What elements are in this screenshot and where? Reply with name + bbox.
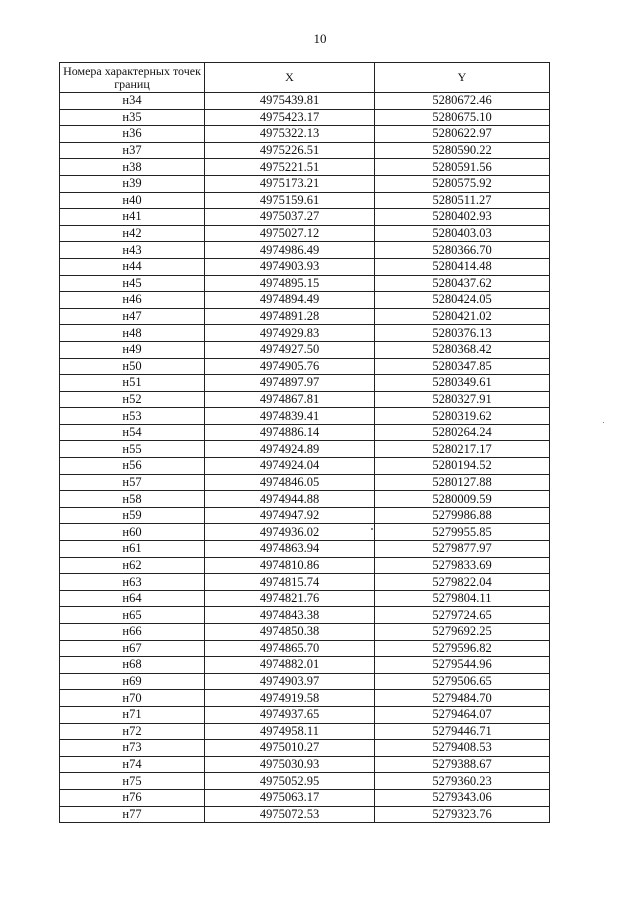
y-coordinate-cell: 5280376.13 <box>375 325 550 342</box>
y-coordinate-cell: 5280217.17 <box>375 441 550 458</box>
point-number-cell: н47 <box>60 308 205 325</box>
x-coordinate-cell: 4974897.97 <box>205 375 375 392</box>
boundary-points-table <box>59 62 550 823</box>
point-number-cell: н35 <box>60 109 205 126</box>
x-coordinate-cell: 4975030.93 <box>205 756 375 773</box>
point-number-cell: н68 <box>60 657 205 674</box>
x-coordinate-cell: 4974895.15 <box>205 275 375 292</box>
table-row <box>60 607 550 624</box>
x-coordinate-cell: 4974867.81 <box>205 391 375 408</box>
point-number-cell: н61 <box>60 541 205 558</box>
x-coordinate-cell: 4974815.74 <box>205 574 375 591</box>
table-row <box>60 375 550 392</box>
point-number-cell: н76 <box>60 789 205 806</box>
point-number-cell: н75 <box>60 773 205 790</box>
point-number-cell: н34 <box>60 93 205 110</box>
x-coordinate-cell: 4975159.61 <box>205 192 375 209</box>
x-coordinate-cell: 4974944.88 <box>205 491 375 508</box>
x-coordinate-cell: 4975027.12 <box>205 225 375 242</box>
table-row <box>60 93 550 110</box>
y-coordinate-cell: 5279408.53 <box>375 740 550 757</box>
point-number-cell: н70 <box>60 690 205 707</box>
y-coordinate-cell: 5280403.03 <box>375 225 550 242</box>
point-number-cell: н38 <box>60 159 205 176</box>
x-coordinate-cell: 4974924.04 <box>205 458 375 475</box>
point-number-cell: н65 <box>60 607 205 624</box>
y-coordinate-cell: 5279986.88 <box>375 507 550 524</box>
x-coordinate-cell: 4974947.92 <box>205 507 375 524</box>
y-coordinate-cell: 5280009.59 <box>375 491 550 508</box>
x-coordinate-cell: 4974886.14 <box>205 424 375 441</box>
table-row <box>60 109 550 126</box>
y-coordinate-cell: 5280590.22 <box>375 142 550 159</box>
y-coordinate-cell: 5279343.06 <box>375 789 550 806</box>
point-number-cell: н42 <box>60 225 205 242</box>
x-coordinate-cell: 4974936.02 <box>205 524 375 541</box>
table-row <box>60 391 550 408</box>
x-coordinate-cell: 4974846.05 <box>205 474 375 491</box>
y-coordinate-cell: 5280368.42 <box>375 341 550 358</box>
y-coordinate-cell: 5280194.52 <box>375 458 550 475</box>
table-row <box>60 723 550 740</box>
point-number-cell: н55 <box>60 441 205 458</box>
y-coordinate-cell: 5280402.93 <box>375 209 550 226</box>
y-coordinate-cell: 5280575.92 <box>375 175 550 192</box>
point-number-cell: н74 <box>60 756 205 773</box>
x-coordinate-cell: 4974839.41 <box>205 408 375 425</box>
point-number-cell: н57 <box>60 474 205 491</box>
table-row <box>60 142 550 159</box>
table-row <box>60 358 550 375</box>
table-row <box>60 773 550 790</box>
x-coordinate-cell: 4975052.95 <box>205 773 375 790</box>
table-row <box>60 126 550 143</box>
x-coordinate-cell: 4974882.01 <box>205 657 375 674</box>
point-number-cell: н45 <box>60 275 205 292</box>
header-x: X <box>205 63 375 93</box>
y-coordinate-cell: 5279692.25 <box>375 624 550 641</box>
point-number-cell: н49 <box>60 341 205 358</box>
table-row <box>60 424 550 441</box>
table-row <box>60 574 550 591</box>
point-number-cell: н63 <box>60 574 205 591</box>
x-coordinate-cell: 4975010.27 <box>205 740 375 757</box>
point-number-cell: н59 <box>60 507 205 524</box>
table-row <box>60 292 550 309</box>
table-row <box>60 308 550 325</box>
table-row <box>60 756 550 773</box>
x-coordinate-cell: 4974865.70 <box>205 640 375 657</box>
table-row <box>60 258 550 275</box>
y-coordinate-cell: 5279484.70 <box>375 690 550 707</box>
point-number-cell: н43 <box>60 242 205 259</box>
y-coordinate-cell: 5279724.65 <box>375 607 550 624</box>
table-row <box>60 507 550 524</box>
point-number-cell: н66 <box>60 624 205 641</box>
x-coordinate-cell: 4975423.17 <box>205 109 375 126</box>
point-number-cell: н60 <box>60 524 205 541</box>
y-coordinate-cell: 5279596.82 <box>375 640 550 657</box>
scan-speck <box>603 422 604 423</box>
x-coordinate-cell: 4974810.86 <box>205 557 375 574</box>
table-row <box>60 242 550 259</box>
point-number-cell: н58 <box>60 491 205 508</box>
x-coordinate-cell: 4974843.38 <box>205 607 375 624</box>
table-row <box>60 541 550 558</box>
table-row <box>60 209 550 226</box>
x-coordinate-cell: 4975063.17 <box>205 789 375 806</box>
table-row <box>60 806 550 823</box>
y-coordinate-cell: 5279544.96 <box>375 657 550 674</box>
table-row <box>60 225 550 242</box>
table-row <box>60 408 550 425</box>
header-y: Y <box>375 63 550 93</box>
point-number-cell: н53 <box>60 408 205 425</box>
table-row <box>60 325 550 342</box>
y-coordinate-cell: 5280264.24 <box>375 424 550 441</box>
y-coordinate-cell: 5280349.61 <box>375 375 550 392</box>
point-number-cell: н50 <box>60 358 205 375</box>
x-coordinate-cell: 4974958.11 <box>205 723 375 740</box>
table-row <box>60 673 550 690</box>
point-number-cell: н44 <box>60 258 205 275</box>
x-coordinate-cell: 4974986.49 <box>205 242 375 259</box>
y-coordinate-cell: 5279822.04 <box>375 574 550 591</box>
table-row <box>60 159 550 176</box>
point-number-cell: н36 <box>60 126 205 143</box>
point-number-cell: н72 <box>60 723 205 740</box>
y-coordinate-cell: 5279360.23 <box>375 773 550 790</box>
x-coordinate-cell: 4974863.94 <box>205 541 375 558</box>
y-coordinate-cell: 5279323.76 <box>375 806 550 823</box>
table-row <box>60 491 550 508</box>
x-coordinate-cell: 4975037.27 <box>205 209 375 226</box>
y-coordinate-cell: 5280421.02 <box>375 308 550 325</box>
x-coordinate-cell: 4974937.65 <box>205 706 375 723</box>
x-coordinate-cell: 4974891.28 <box>205 308 375 325</box>
x-coordinate-cell: 4974894.49 <box>205 292 375 309</box>
y-coordinate-cell: 5279804.11 <box>375 590 550 607</box>
y-coordinate-cell: 5279388.67 <box>375 756 550 773</box>
y-coordinate-cell: 5280347.85 <box>375 358 550 375</box>
y-coordinate-cell: 5280437.62 <box>375 275 550 292</box>
y-coordinate-cell: 5279833.69 <box>375 557 550 574</box>
table-row <box>60 657 550 674</box>
point-number-cell: н64 <box>60 590 205 607</box>
y-coordinate-cell: 5280414.48 <box>375 258 550 275</box>
x-coordinate-cell: 4975072.53 <box>205 806 375 823</box>
point-number-cell: н41 <box>60 209 205 226</box>
x-coordinate-cell: 4974903.93 <box>205 258 375 275</box>
point-number-cell: н73 <box>60 740 205 757</box>
x-coordinate-cell: 4974850.38 <box>205 624 375 641</box>
table-row <box>60 474 550 491</box>
x-coordinate-cell: 4975439.81 <box>205 93 375 110</box>
y-coordinate-cell: 5279955.85 <box>375 524 550 541</box>
y-coordinate-cell: 5280424.05 <box>375 292 550 309</box>
y-coordinate-cell: 5279446.71 <box>375 723 550 740</box>
table-row <box>60 690 550 707</box>
x-coordinate-cell: 4975221.51 <box>205 159 375 176</box>
x-coordinate-cell: 4974905.76 <box>205 358 375 375</box>
point-number-cell: н62 <box>60 557 205 574</box>
y-coordinate-cell: 5280622.97 <box>375 126 550 143</box>
table-row <box>60 640 550 657</box>
table-header <box>60 63 550 93</box>
y-coordinate-cell: 5280366.70 <box>375 242 550 259</box>
table-row <box>60 175 550 192</box>
point-number-cell: н69 <box>60 673 205 690</box>
point-number-cell: н39 <box>60 175 205 192</box>
table-row <box>60 557 550 574</box>
table-row <box>60 192 550 209</box>
y-coordinate-cell: 5279877.97 <box>375 541 550 558</box>
point-number-cell: н46 <box>60 292 205 309</box>
table-row <box>60 740 550 757</box>
table-row <box>60 275 550 292</box>
point-number-cell: н37 <box>60 142 205 159</box>
x-coordinate-cell: 4974924.89 <box>205 441 375 458</box>
x-coordinate-cell: 4975322.13 <box>205 126 375 143</box>
table-row <box>60 706 550 723</box>
point-number-cell: н77 <box>60 806 205 823</box>
point-number-cell: н71 <box>60 706 205 723</box>
table-row <box>60 341 550 358</box>
x-coordinate-cell: 4974903.97 <box>205 673 375 690</box>
table-row <box>60 458 550 475</box>
point-number-cell: н67 <box>60 640 205 657</box>
header-row <box>60 63 550 93</box>
x-coordinate-cell: 4974919.58 <box>205 690 375 707</box>
point-number-cell: н48 <box>60 325 205 342</box>
table-row <box>60 624 550 641</box>
page-number: 10 <box>313 31 327 46</box>
x-coordinate-cell: 4974927.50 <box>205 341 375 358</box>
table-row <box>60 441 550 458</box>
y-coordinate-cell: 5280127.88 <box>375 474 550 491</box>
y-coordinate-cell: 5280327.91 <box>375 391 550 408</box>
point-number-cell: н52 <box>60 391 205 408</box>
y-coordinate-cell: 5280675.10 <box>375 109 550 126</box>
x-coordinate-cell: 4974821.76 <box>205 590 375 607</box>
y-coordinate-cell: 5280672.46 <box>375 93 550 110</box>
table-body <box>60 93 550 823</box>
y-coordinate-cell: 5280319.62 <box>375 408 550 425</box>
x-coordinate-cell: 4974929.83 <box>205 325 375 342</box>
header-point-number: Номера характерных точек границ <box>60 63 205 93</box>
x-coordinate-cell: 4975173.21 <box>205 175 375 192</box>
y-coordinate-cell: 5279464.07 <box>375 706 550 723</box>
point-number-cell: н56 <box>60 458 205 475</box>
scan-speck <box>371 528 373 530</box>
point-number-cell: н54 <box>60 424 205 441</box>
x-coordinate-cell: 4975226.51 <box>205 142 375 159</box>
table-row <box>60 524 550 541</box>
table-row <box>60 590 550 607</box>
y-coordinate-cell: 5279506.65 <box>375 673 550 690</box>
y-coordinate-cell: 5280511.27 <box>375 192 550 209</box>
point-number-cell: н40 <box>60 192 205 209</box>
table-row <box>60 789 550 806</box>
y-coordinate-cell: 5280591.56 <box>375 159 550 176</box>
point-number-cell: н51 <box>60 375 205 392</box>
